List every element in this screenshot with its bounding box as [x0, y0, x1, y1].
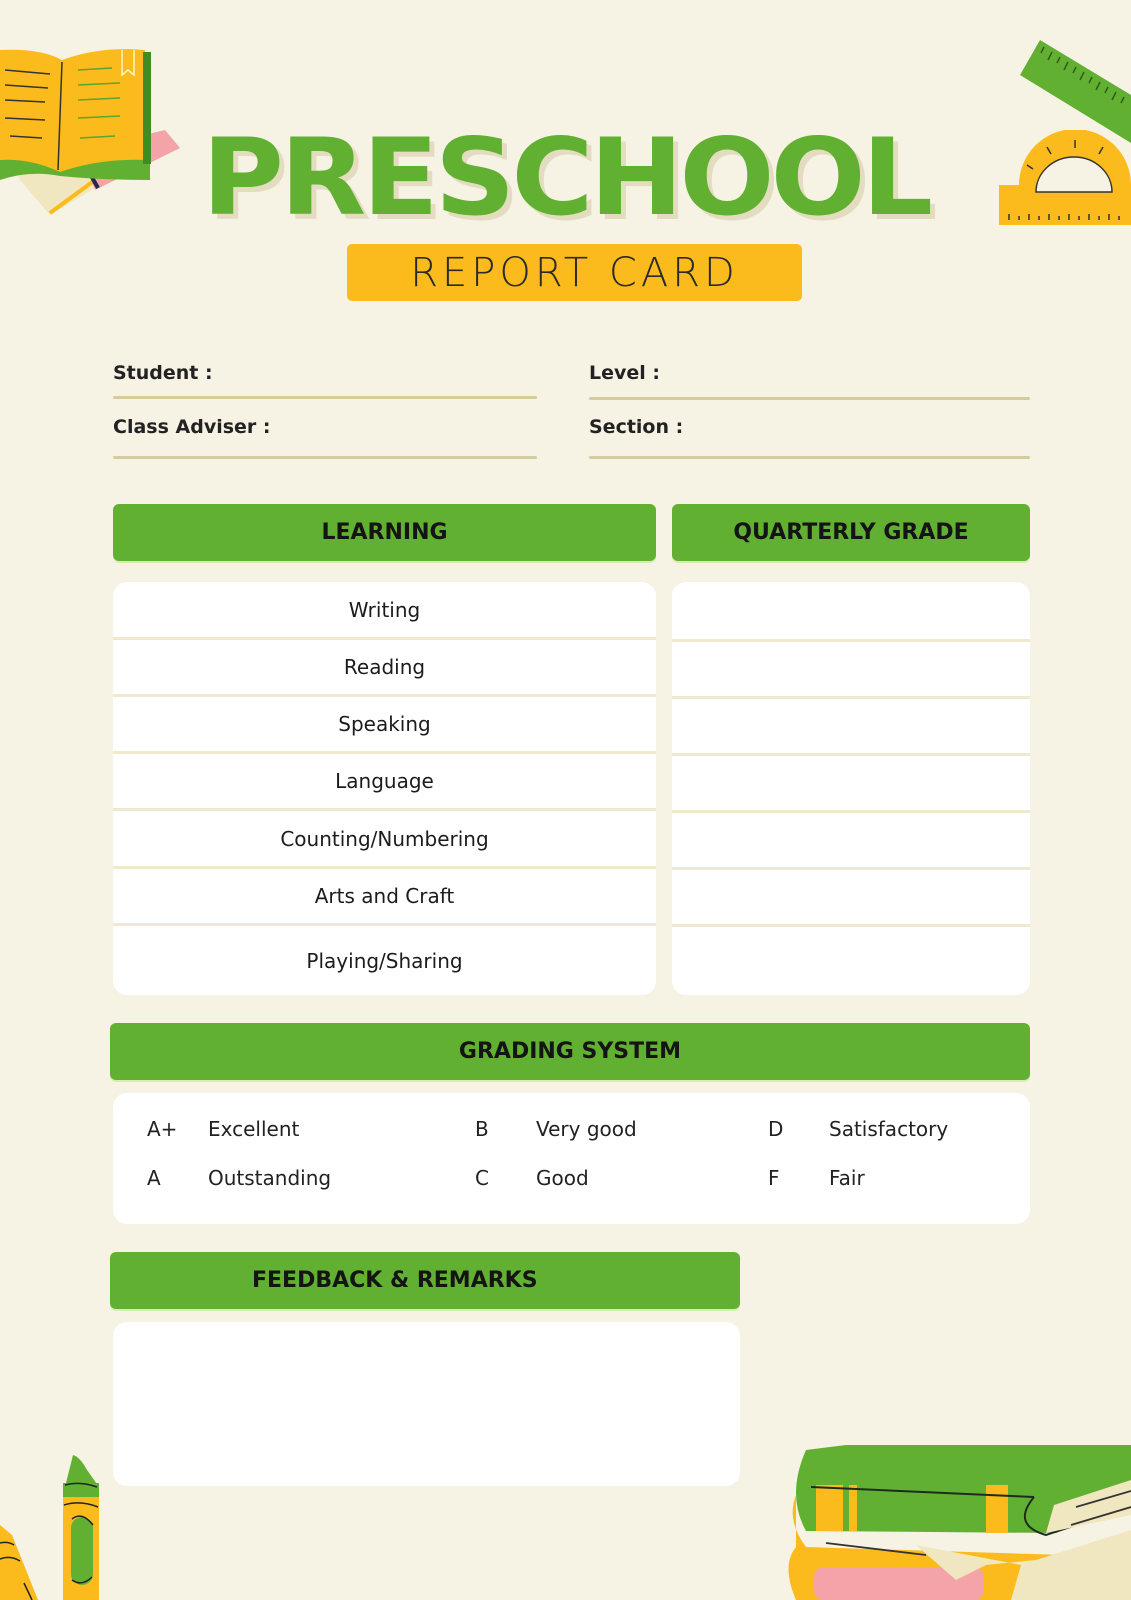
grade-code: C [475, 1166, 489, 1190]
class-adviser-label: Class Adviser : [113, 416, 271, 438]
grade-cell[interactable] [672, 870, 1030, 927]
grade-cell[interactable] [672, 699, 1030, 756]
class-adviser-underline [113, 456, 537, 459]
grading-system-header: GRADING SYSTEM [110, 1023, 1030, 1080]
crayon-icon [0, 1455, 110, 1600]
student-underline [113, 396, 537, 399]
class-adviser-field[interactable] [265, 416, 535, 440]
feedback-header: FEEDBACK & REMARKS [110, 1252, 740, 1309]
quarterly-grade-header: QUARTERLY GRADE [672, 504, 1030, 561]
grade-code: A+ [147, 1117, 178, 1141]
page-title: PRESCHOOL [201, 116, 930, 240]
grade-cell[interactable] [672, 927, 1030, 995]
section-label: Section : [589, 416, 684, 438]
student-field[interactable] [210, 362, 530, 386]
subject-row: Speaking [113, 697, 656, 754]
quarterly-grade-card [672, 582, 1030, 995]
subject-row: Arts and Craft [113, 869, 656, 926]
learning-header: LEARNING [113, 504, 656, 561]
grade-cell[interactable] [672, 582, 1030, 642]
level-label: Level : [589, 362, 660, 384]
grade-description: Excellent [208, 1117, 300, 1141]
grade-cell[interactable] [672, 756, 1030, 813]
level-underline [589, 397, 1030, 400]
subject-row: Reading [113, 640, 656, 697]
subject-row: Language [113, 754, 656, 811]
grading-system-card [113, 1093, 1030, 1224]
grade-code: A [147, 1166, 161, 1190]
grade-code: D [768, 1117, 784, 1141]
subject-row: Counting/Numbering [113, 811, 656, 869]
page-subtitle-banner: REPORT CARD [347, 244, 802, 301]
book-stack-icon [786, 1445, 1131, 1600]
section-field[interactable] [680, 416, 1030, 440]
level-field[interactable] [660, 362, 1030, 386]
feedback-box[interactable] [113, 1322, 740, 1486]
subject-row: Playing/Sharing [306, 948, 463, 973]
grade-description: Satisfactory [829, 1117, 949, 1141]
grade-description: Outstanding [208, 1166, 332, 1190]
subject-row: Writing [113, 582, 656, 640]
grade-cell[interactable] [672, 813, 1030, 870]
grade-description: Good [536, 1166, 589, 1190]
section-underline [589, 456, 1030, 459]
student-label: Student : [113, 362, 213, 384]
grade-code: F [768, 1166, 780, 1190]
grade-description: Fair [829, 1166, 865, 1190]
grade-cell[interactable] [672, 642, 1030, 699]
grade-description: Very good [536, 1117, 637, 1141]
learning-subjects-card [113, 582, 656, 995]
grade-code: B [475, 1117, 489, 1141]
